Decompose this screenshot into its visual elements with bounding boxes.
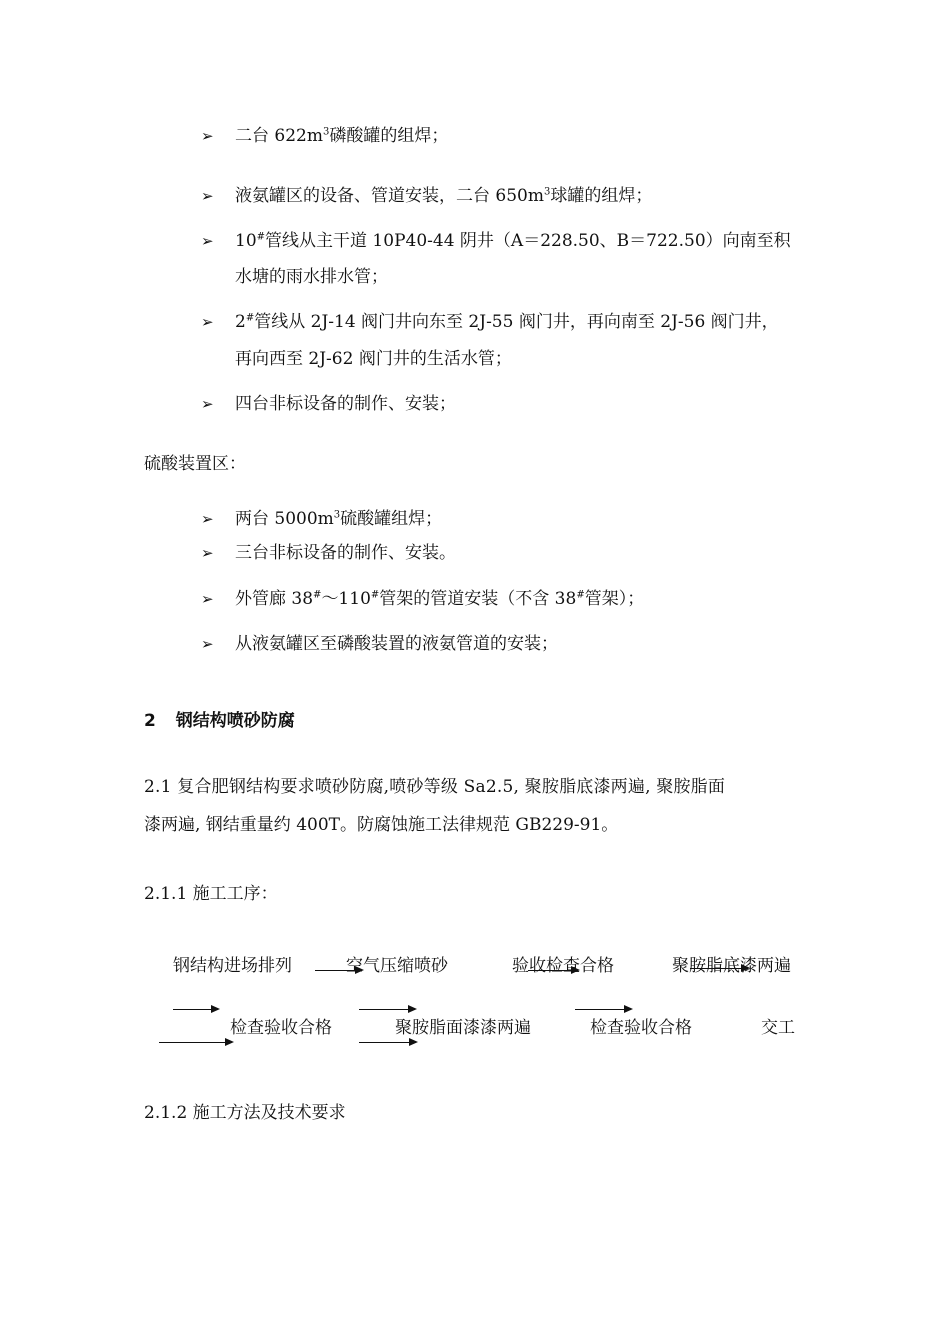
bullet-text-cont: 再向西至 2J-62 阀门井的生活水管； (235, 349, 512, 369)
bullet-text-cont: 水塘的雨水排水管； (235, 267, 388, 287)
bullet-arrow-icon: ➢ (201, 127, 214, 145)
bullet-text: 2#管线从 2J-14 阀门井向东至 2J-55 阀门井，再向南至 2J-56 阀门井， (235, 312, 779, 332)
flow-step: 验收检查合格 (512, 956, 614, 976)
bullet-text: 两台 $5000m^3$硫酸罐组焊； (235, 509, 443, 529)
bullet-text: 二台 $622m^3$磷酸罐的组焊； (235, 126, 449, 146)
bullet-arrow-icon: ➢ (201, 510, 214, 528)
bullet-arrow-icon: ➢ (201, 313, 214, 331)
flow-step: 检查验收合格 (230, 1018, 332, 1038)
bullet-text: 液氨罐区的设备、管道安装，二台 $650m^3$球罐的组焊； (235, 186, 653, 206)
flow-arrow (359, 1009, 415, 1010)
bullet-text: 从液氨罐区至磷酸装置的液氨管道的安装； (235, 634, 558, 654)
bullet-arrow-icon: ➢ (201, 590, 214, 608)
bullet-arrow-icon: ➢ (201, 395, 214, 413)
bullet-text: 外管廊 38#～110#管架的管道安装（不含 38#管架）； (235, 589, 645, 609)
subheading: 2.1.1 施工工序： (144, 884, 278, 904)
section-label: 硫酸装置区： (144, 454, 246, 474)
section-number: 2 (144, 711, 156, 731)
section-title: 钢结构喷砂防腐 (175, 711, 295, 731)
flow-step: 交工 (761, 1018, 795, 1038)
bullet-text: 三台非标设备的制作、安装。 (235, 543, 456, 563)
bullet-arrow-icon: ➢ (201, 232, 214, 250)
bullet-text: 四台非标设备的制作、安装； (235, 394, 456, 414)
flow-step: 钢结构进场排列 (173, 956, 292, 976)
flow-step: 空气压缩喷砂 (346, 956, 448, 976)
bullet-arrow-icon: ➢ (201, 635, 214, 653)
flow-arrow (528, 970, 578, 971)
bullet-arrow-icon: ➢ (201, 187, 214, 205)
flow-arrow (575, 1009, 631, 1010)
section-heading (144, 706, 295, 731)
flow-step: 检查验收合格 (590, 1018, 692, 1038)
bullet-text: 10#管线从主干道 10P40-44 阴井（A＝228.50、B＝722.50）向南至积 (235, 231, 791, 251)
flow-arrow (359, 1042, 416, 1043)
paragraph-line: 2.1 复合肥钢结构要求喷砂防腐,喷砂等级 Sa2.5, 聚胺脂底漆两遍, 聚胺脂面 (144, 777, 726, 797)
paragraph-line: 漆两遍, 钢结重量约 400T。防腐蚀施工法律规范 GB229-91。 (144, 815, 619, 835)
flow-step: 聚胺脂底漆两遍 (672, 956, 791, 976)
flow-arrow (173, 1009, 218, 1010)
subheading: 2.1.2 施工方法及技术要求 (144, 1103, 346, 1123)
flow-step: 聚胺脂面漆漆两遍 (395, 1018, 531, 1038)
flow-arrow (159, 1042, 232, 1043)
flow-arrow (690, 968, 748, 969)
bullet-arrow-icon: ➢ (201, 544, 214, 562)
